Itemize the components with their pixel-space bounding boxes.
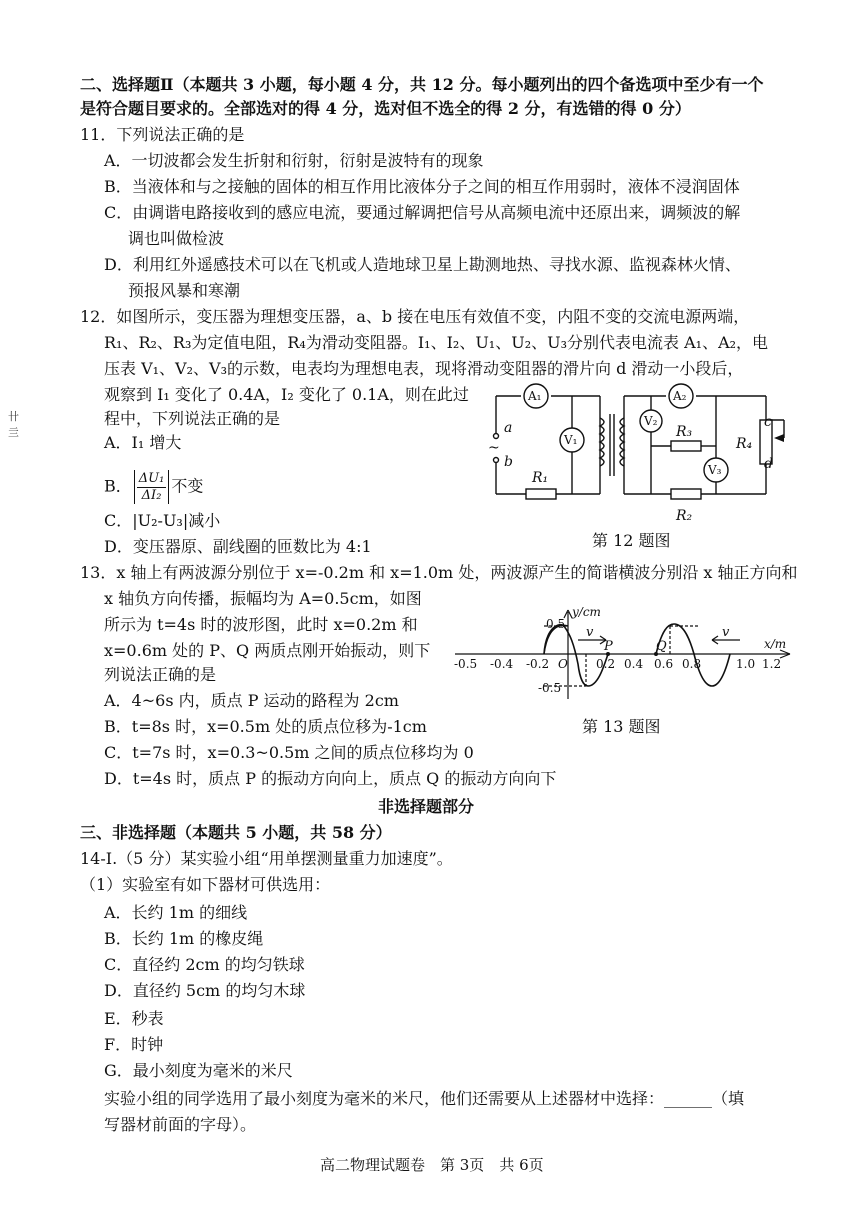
q14-sub1: （1）实验室有如下器材可供选用：	[80, 875, 331, 894]
equipment-item-c: C．直径约 2cm 的均匀铁球	[104, 955, 305, 974]
x-tick-1: -0.4	[490, 657, 514, 671]
q12-option-c: C．|U₂-U₃|减小	[104, 511, 221, 530]
x-tick-5: 0.4	[624, 657, 644, 671]
x-tick-9: 1.2	[762, 657, 782, 671]
x-tick-8: 1.0	[736, 657, 756, 671]
q12-line1: 12．如图所示，变压器为理想变压器，a、b 接在电压有效值不变，内阻不变的交流电源两端，	[80, 307, 750, 326]
slider-d-label: d	[764, 456, 773, 472]
q13-option-b: B．t=8s 时，x=0.5m 处的质点位移为-1cm	[104, 717, 427, 736]
q11-stem: 11．下列说法正确的是	[80, 125, 245, 144]
q13-line2: x 轴负方向传播，振幅均为 A=0.5cm，如图	[104, 589, 422, 608]
q13-figure-caption: 第 13 题图	[582, 717, 661, 736]
point-q-label: Q	[656, 639, 667, 654]
section-2-header-line2: 是符合题目要求的。全部选对的得 4 分，选对但不选全的得 2 分，有选错的得 0 分）	[80, 99, 691, 118]
x-tick-origin: O	[558, 657, 568, 671]
terminal-a-label: a	[504, 420, 513, 436]
q12-figure-caption: 第 12 题图	[592, 531, 671, 550]
margin-mark: 卄 亖	[8, 410, 19, 439]
ac-source-symbol: ~	[488, 440, 500, 456]
q14-tail-line2: 写器材前面的字母）。	[104, 1115, 257, 1134]
r4-label: R₄	[736, 436, 753, 452]
q13-option-a: A．4~6s 内，质点 P 运动的路程为 2cm	[104, 691, 399, 710]
terminal-b-label: b	[504, 454, 513, 470]
x-tick-7: 0.8	[682, 657, 702, 671]
q13-wave-figure	[450, 604, 800, 704]
velocity-left-label: v	[586, 625, 594, 640]
x-tick-4: 0.2	[596, 657, 616, 671]
equipment-item-b: B．长约 1m 的橡皮绳	[104, 929, 264, 948]
ammeter-a1-label: A₁	[528, 389, 542, 403]
voltmeter-v3-label: V₃	[708, 463, 722, 477]
q13-line3: 所示为 t=4s 时的波形图，此时 x=0.2m 和	[104, 615, 418, 634]
slider-c-label: c	[764, 414, 772, 430]
equipment-item-a: A．长约 1m 的细线	[104, 903, 248, 922]
equipment-item-d: D．直径约 5cm 的均匀木球	[104, 981, 306, 1000]
x-tick-6: 0.6	[654, 657, 674, 671]
q12-circuit-figure	[476, 376, 806, 526]
y-tick-neg: -0.5	[538, 681, 562, 695]
section-2-header-line1: 二、选择题Ⅱ（本题共 3 小题，每小题 4 分，共 12 分。每小题列出的四个备选项中至少有一个	[80, 75, 764, 94]
x-tick-0: -0.5	[454, 657, 478, 671]
y-tick-pos: 0.5	[546, 617, 566, 631]
q12-option-b-denominator: ΔI₂	[141, 487, 162, 503]
equipment-item-e: E．秒表	[104, 1009, 164, 1028]
voltmeter-v1-label: V₁	[564, 433, 578, 447]
q11-option-c-cont: 调也叫做检波	[128, 229, 225, 248]
q13-line5: 列说法正确的是	[104, 665, 217, 684]
q12-line5: 程中，下列说法正确的是	[104, 409, 281, 428]
point-p-label: P	[604, 639, 613, 654]
page-footer: 高二物理试题卷 第 3页 共 6页	[320, 1156, 544, 1174]
q11-option-d-cont: 预报风暴和寒潮	[128, 281, 241, 300]
x-tick-2: -0.2	[526, 657, 550, 671]
q12-option-b-prefix: B．	[104, 476, 132, 496]
r1-label: R₁	[532, 470, 549, 486]
q12-line3: 压表 V₁、V₂、V₃的示数，电表均为理想电表，现将滑动变阻器的滑片向 d 滑动一小段后，	[104, 359, 744, 378]
q14-tail-line1: 实验小组的同学选用了最小刻度为毫米的米尺，他们还需要从上述器材中选择：______（填	[104, 1089, 745, 1108]
r3-label: R₃	[676, 424, 693, 440]
q12-line4: 观察到 I₁ 变化了 0.4A，I₂ 变化了 0.1A，则在此过	[104, 385, 469, 404]
r2-label: R₂	[676, 508, 693, 524]
q14-stem: 14-Ⅰ.（5 分）某实验小组“用单摆测量重力加速度”。	[80, 849, 453, 868]
y-axis-label: y/cm	[572, 605, 601, 619]
q13-option-c: C．t=7s 时，x=0.3~0.5m 之间的质点位移均为 0	[104, 743, 474, 762]
q12-option-b	[104, 470, 203, 504]
q11-option-b: B．当液体和与之接触的固体的相互作用比液体分子之间的相互作用弱时，液体不浸润固体	[104, 177, 740, 196]
q12-option-b-suffix: 不变	[171, 476, 204, 496]
q11-option-c: C．由调谐电路接收到的感应电流，要通过解调把信号从高频电流中还原出来，调频波的解	[104, 203, 741, 222]
velocity-right-label: v	[722, 625, 730, 640]
ammeter-a2-label: A₂	[673, 389, 687, 403]
section-3-header: 三、非选择题（本题共 5 小题，共 58 分）	[80, 823, 392, 842]
nonchoice-title: 非选择题部分	[378, 797, 475, 816]
voltmeter-v2-label: V₂	[644, 414, 658, 428]
q13-line1: 13．x 轴上有两波源分别位于 x=-0.2m 和 x=1.0m 处，两波源产生的简谐横波分别沿 x 轴正方向和	[80, 563, 798, 582]
q13-option-d: D．t=4s 时，质点 P 的振动方向向上，质点 Q 的振动方向向下	[104, 769, 557, 788]
q12-option-a: A．I₁ 增大	[104, 433, 182, 452]
q11-option-d: D．利用红外遥感技术可以在飞机或人造地球卫星上勘测地热、寻找水源、监视森林火情、	[104, 255, 741, 274]
q12-option-d: D．变压器原、副线圈的匝数比为 4:1	[104, 537, 372, 556]
x-axis-label: x/m	[764, 637, 787, 651]
equipment-item-g: G．最小刻度为毫米的米尺	[104, 1061, 293, 1080]
q13-line4: x=0.6m 处的 P、Q 两质点刚开始振动，则下	[104, 641, 431, 660]
q12-line2: R₁、R₂、R₃为定值电阻，R₄为滑动变阻器。I₁、I₂、U₁、U₂、U₃分别代表电流表 A₁、A₂，电	[104, 333, 769, 352]
q12-option-b-numerator: ΔU₁	[138, 470, 165, 486]
equipment-item-f: F．时钟	[104, 1035, 164, 1054]
q11-option-a: A．一切波都会发生折射和衍射，衍射是波特有的现象	[104, 151, 484, 170]
